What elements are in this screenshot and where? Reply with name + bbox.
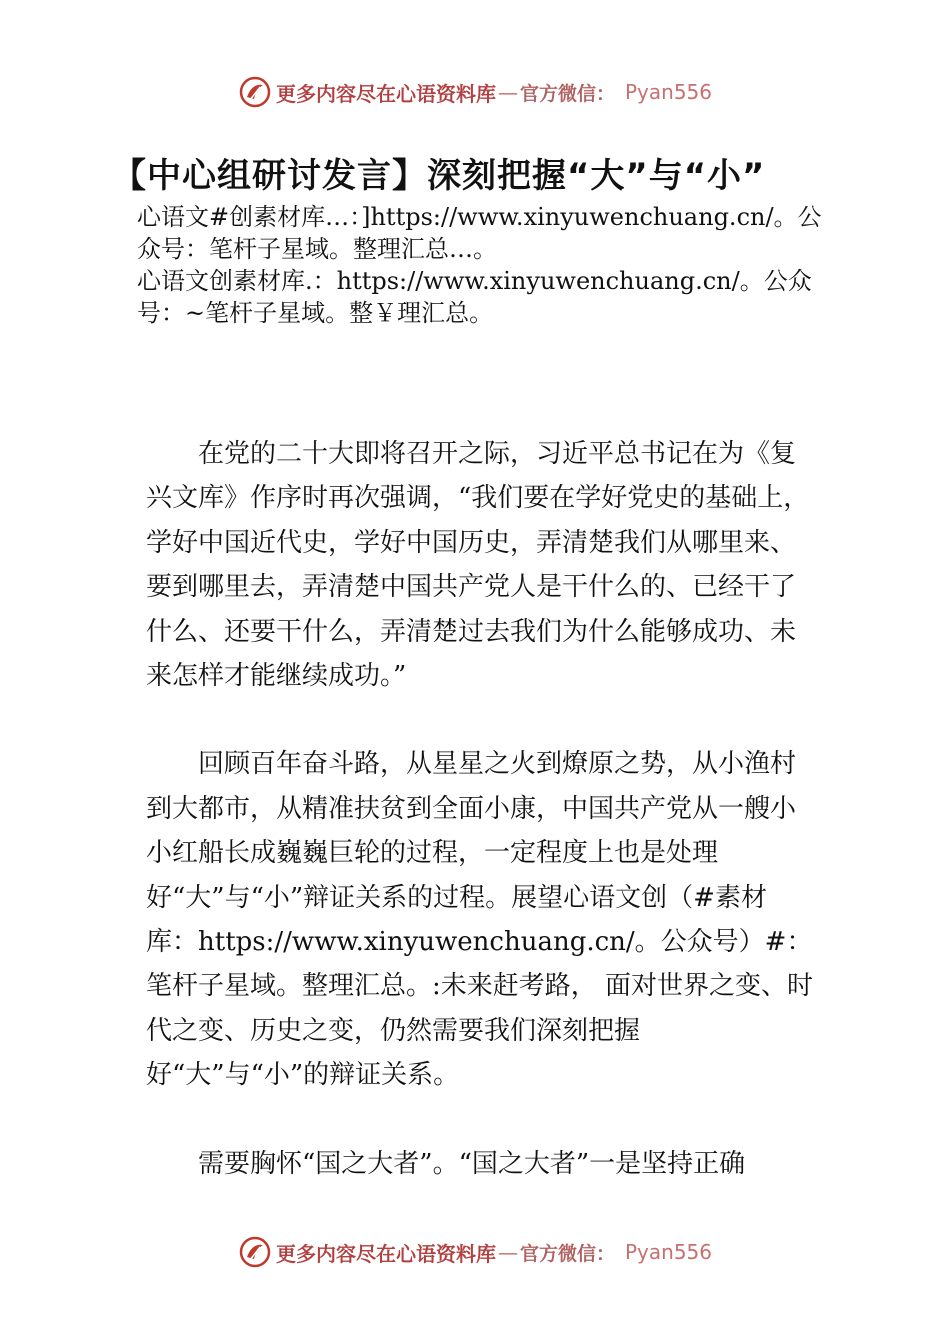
body-paragraph: 在党的二十大即将召开之际，习近平总书记在为《复兴文库》作序时再次强调，“我们要在学好党史的基础上，学好中国近代史，学好中国历史，弄清楚我们从哪里来、要到哪里去，弄清楚中国共产党人是干什么的、已经干了什么、还要干什么，弄清楚过去我们为什么能够成功、未来怎样才能继续成功。”: [146, 439, 810, 692]
header-banner: [0, 72, 950, 112]
body-paragraph: 回顾百年奋斗路，从星星之火到燎原之势，从小渔村到大都市，从精准扶贫到全面小康，中国共产党从一艘小小红船长成巍巍巨轮的过程，一定程度上也是处理好“大”与“小”辩证关系的过程。展望心语文创（#素材库：https://www.xinyuwenchuang.cn/。公众号）#：笔杆子星域。整理汇总。:未来赶考路， 面对世界之变、时代之变、历史之变，仍然需要我们深刻把握好“大”与“小”的辩证关系。: [146, 749, 814, 1091]
document-body: [146, 432, 816, 1230]
banner-wechat-id: Pyan556: [625, 80, 713, 104]
footer-banner: [0, 1232, 950, 1272]
banner-wechat-label: 官方微信：: [519, 1242, 615, 1265]
banner-slogan: 更多内容尽在心语资料库: [275, 81, 496, 106]
logo-icon: [238, 75, 272, 109]
body-paragraph: 需要胸怀“国之大者”。“国之大者”一是坚持正确: [198, 1148, 746, 1179]
source-info: [137, 201, 837, 329]
banner-slogan: 更多内容尽在心语资料库: [275, 1241, 496, 1266]
banner-dash: —: [497, 80, 518, 104]
document-title: 【中心组研讨发言】深刻把握“大”与“小”: [112, 156, 766, 196]
banner-wechat-id: Pyan556: [625, 1240, 713, 1264]
source-line: 心语文创素材库.：https://www.xinyuwenchuang.cn/。公众号：~笔杆子星域。整￥理汇总。: [137, 267, 812, 327]
source-line: 心语文#创素材库…：]https://www.xinyuwenchuang.cn/。公众号：笔杆子星域。整理汇总…。: [137, 203, 822, 263]
banner-dash: —: [497, 1240, 518, 1264]
banner-wechat-label: 官方微信：: [519, 82, 615, 105]
logo-icon: [238, 1235, 272, 1269]
